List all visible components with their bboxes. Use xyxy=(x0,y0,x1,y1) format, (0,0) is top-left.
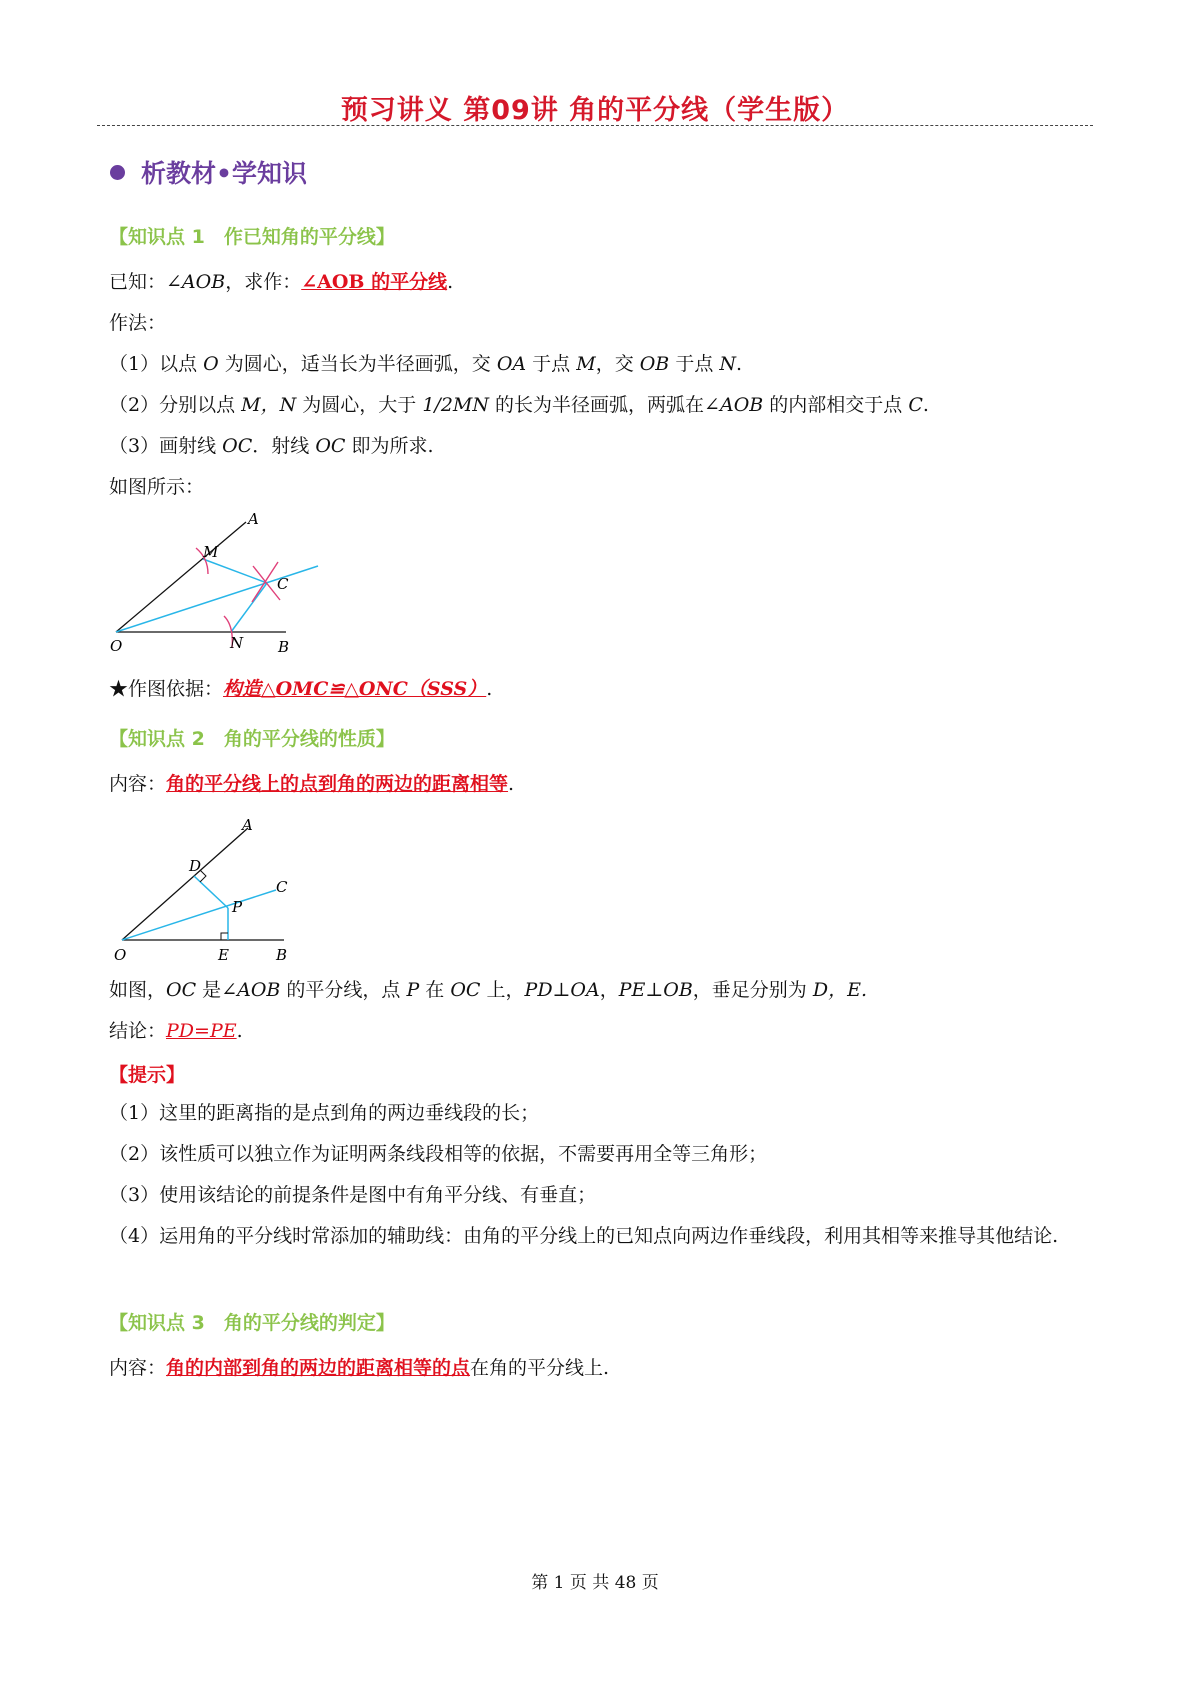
page-footer: 第 1 页 共 48 页 xyxy=(531,1573,659,1593)
fig1-label-A: A xyxy=(248,512,259,528)
kp1-method-label: 作法： xyxy=(109,312,167,334)
kp3-content-answer: 角的内部到角的两边的距离相等的点 xyxy=(166,1357,471,1379)
content-answer: 角的平分线上的点到角的两边的距离相等 xyxy=(166,773,509,795)
bullet-icon xyxy=(110,165,125,180)
kp1-heading: 【知识点 1 作已知角的平分线】 xyxy=(109,226,395,248)
fig1-label-C: C xyxy=(277,575,289,593)
kp3-content-line xyxy=(109,1356,609,1380)
kp2-conclusion-line: 结论：PD=PE. xyxy=(109,1020,243,1042)
tip-item-3: （3）使用该结论的前提条件是图中有角平分线、有垂直； xyxy=(109,1184,597,1206)
tip-item-2: （2）该性质可以独立作为证明两条线段相等的依据，不需要再用全等三角形； xyxy=(109,1143,768,1165)
fig1-label-M: M xyxy=(203,543,219,561)
fig2-label-P: P xyxy=(232,898,243,916)
content-label: 内容： xyxy=(109,773,167,795)
given-label: 已知： xyxy=(109,271,167,293)
kp1-figure-label: 如图所示： xyxy=(109,476,205,498)
kp1-step-3: （3）画射线 OC．射线 OC 即为所求. xyxy=(109,435,434,457)
kp2-description-line: 如图，OC 是∠AOB 的平分线，点 P 在 OC 上，PD⊥OA，PE⊥OB，垂足分别为 D，E. xyxy=(109,979,867,1001)
tip-item-1: （1）这里的距离指的是点到角的两边垂线段的长； xyxy=(109,1102,540,1124)
kp3-heading: 【知识点 3 角的平分线的判定】 xyxy=(109,1312,395,1334)
figure-angle-bisector-construction xyxy=(100,512,330,662)
fig1-label-N: N xyxy=(230,634,244,652)
basis-answer: 构造△OMC≌△ONC（SSS） xyxy=(223,678,487,700)
fig1-label-O: O xyxy=(110,637,123,655)
kp3-content-rest: 在角的平分线上. xyxy=(470,1357,610,1379)
fig2-label-C: C xyxy=(276,878,288,896)
task-label: ，求作： xyxy=(225,271,302,293)
fig2-label-B: B xyxy=(276,946,288,964)
given-angle: ∠AOB xyxy=(166,271,226,293)
conclusion-answer: PD=PE xyxy=(166,1020,237,1042)
kp3-content-label: 内容： xyxy=(109,1357,167,1379)
kp1-step-2: （2）分别以点 M，N 为圆心，大于 1/2MN 的长为半径画弧，两弧在∠AOB 的内部相交于点 C. xyxy=(109,394,929,416)
basis-label: ★作图依据： xyxy=(109,678,224,700)
kp1-given-line xyxy=(109,270,453,294)
fig2-label-A: A xyxy=(242,816,253,834)
fig2-label-D: D xyxy=(189,857,202,875)
header-divider xyxy=(97,125,1093,126)
section-heading xyxy=(110,154,307,190)
kp2-content-line: 内容：角的平分线上的点到角的两边的距离相等. xyxy=(109,773,515,795)
kp1-basis-line: ★作图依据：构造△OMC≌△ONC（SSS）. xyxy=(109,678,493,700)
tip-item-4: （4）运用角的平分线时常添加的辅助线：由角的平分线上的已知点向两边作垂线段，利用其相等来推导其他结论. xyxy=(109,1225,1059,1247)
task-end: . xyxy=(447,271,454,293)
kp1-step-1: （1）以点 O 为圆心，适当长为半径画弧，交 OA 于点 M，交 OB 于点 N. xyxy=(109,353,743,375)
task-answer: ∠AOB 的平分线 xyxy=(301,271,448,293)
conclusion-label: 结论： xyxy=(109,1020,167,1042)
page-title: 预习讲义 第09讲 角的平分线（学生版） xyxy=(340,95,850,126)
kp2-heading: 【知识点 2 角的平分线的性质】 xyxy=(109,728,395,750)
fig2-label-E: E xyxy=(218,946,229,964)
fig1-label-B: B xyxy=(278,638,290,656)
fig2-label-O: O xyxy=(114,946,127,964)
tips-heading: 【提示】 xyxy=(109,1064,186,1086)
figure-angle-bisector-property xyxy=(100,808,330,968)
section-heading-text: 析教材•学知识 xyxy=(141,159,307,188)
